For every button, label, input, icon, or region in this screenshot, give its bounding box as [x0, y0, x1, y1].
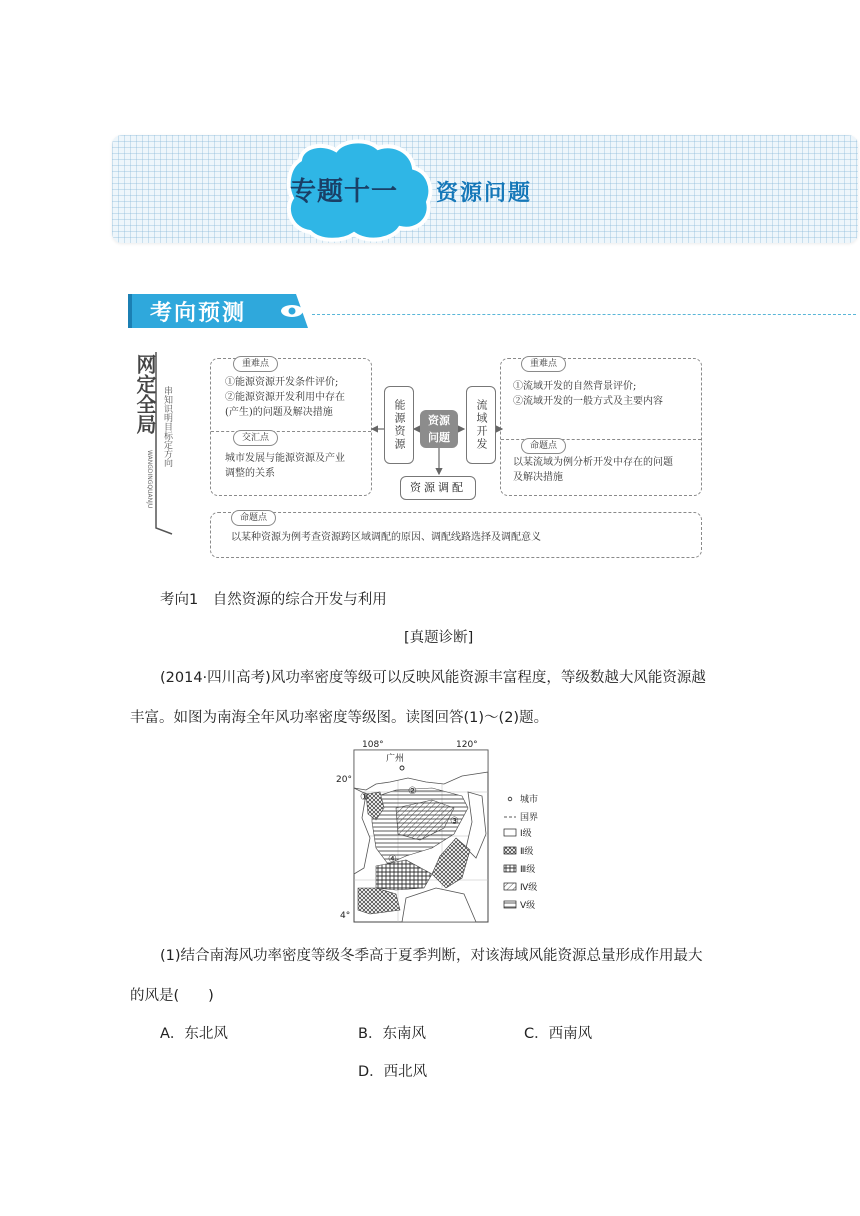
longitude-label-120: 120°: [456, 740, 478, 750]
map-marker-3: ③: [450, 816, 459, 827]
key-points-box-right: [500, 358, 702, 496]
question-line1: (1)结合南海风功率密度等级冬季高于夏季判断，对该海域风能资源总量形成作用最大: [160, 948, 703, 964]
svg-text:Ⅴ级: Ⅴ级: [520, 901, 536, 911]
option-a[interactable]: A．东北风: [160, 1026, 228, 1042]
left-box-intersection: 城市发展与能源资源及产业 调整的关系: [225, 453, 345, 479]
left-box-points: ①能源资源开发条件评价; ②能源资源开发利用中存在 (产生)的问题及解决措施: [225, 377, 345, 418]
energy-resources-node: 能源资源: [384, 386, 414, 464]
intro-paragraph-line2: 丰富。如图为南海全年风功率密度等级图。读图回答(1)～(2)题。: [130, 710, 549, 726]
right-box-exam-point: 以某流域为例分析开发中存在的问题 及解决措施: [513, 457, 673, 483]
south-china-sea-wind-map: [336, 738, 564, 924]
right-box-points: ①流域开发的自然背景评价; ②流域开发的一般方式及主要内容: [513, 381, 663, 407]
exam-point-tag: 命题点: [521, 438, 566, 454]
bracket-title: [真题诊断]: [404, 630, 474, 646]
key-points-tag: 重难点: [233, 356, 278, 372]
diagram-side-subtitle: 串知识明目标定方向: [162, 386, 172, 467]
header-title: 专题十一: [290, 177, 399, 207]
svg-text:城市: 城市: [520, 795, 539, 805]
key-points-tag: 重难点: [521, 356, 566, 372]
svg-text:Ⅲ级: Ⅲ级: [520, 865, 536, 875]
latitude-label-4: 4°: [340, 911, 351, 921]
resource-issues-core-node: 资源 问题: [420, 410, 458, 448]
map-legend: [504, 793, 538, 911]
question-line2: 的风是( ): [130, 988, 214, 1004]
intersection-tag: 交汇点: [233, 430, 278, 446]
option-c[interactable]: C．西南风: [524, 1026, 593, 1042]
svg-text:Ⅰ级: Ⅰ级: [520, 829, 532, 839]
latitude-label-20: 20°: [336, 775, 352, 785]
section-divider: [312, 314, 856, 315]
basin-development-node: 流域开发: [466, 386, 496, 464]
diagram-side-title: 网定全局: [133, 354, 157, 434]
map-city-label: 广州: [386, 754, 405, 764]
longitude-label-108: 108°: [362, 740, 384, 750]
section-title: 考向预测: [150, 301, 247, 326]
exam-point-box-bottom: [210, 512, 702, 558]
resource-allocation-node: 资源调配: [400, 476, 476, 500]
header-subtitle: 资源问题: [436, 181, 533, 206]
option-b[interactable]: B．东南风: [358, 1026, 426, 1042]
svg-text:国界: 国界: [520, 813, 539, 823]
svg-text:Ⅳ级: Ⅳ级: [520, 883, 538, 893]
map-marker-4: ④: [388, 854, 397, 865]
diagram-side-pinyin: WANGDINGQUANJU: [146, 450, 153, 509]
bottom-box-text: 以某种资源为例考查资源跨区域调配的原因、调配线路选择及调配意义: [231, 532, 541, 543]
intro-paragraph-line1: (2014·四川高考)风功率密度等级可以反映风能资源丰富程度，等级数越大风能资源越: [160, 670, 706, 686]
exam-point-tag: 命题点: [231, 510, 276, 526]
map-marker-1: ①: [360, 792, 369, 803]
topic-heading: 考向1 自然资源的综合开发与利用: [160, 592, 387, 608]
city-marker-icon: [400, 766, 404, 770]
option-d[interactable]: D．西北风: [358, 1064, 428, 1080]
key-points-box-left: [210, 358, 372, 496]
eye-icon: [281, 305, 303, 317]
map-marker-2: ②: [408, 786, 417, 797]
svg-text:Ⅱ级: Ⅱ级: [520, 847, 534, 857]
